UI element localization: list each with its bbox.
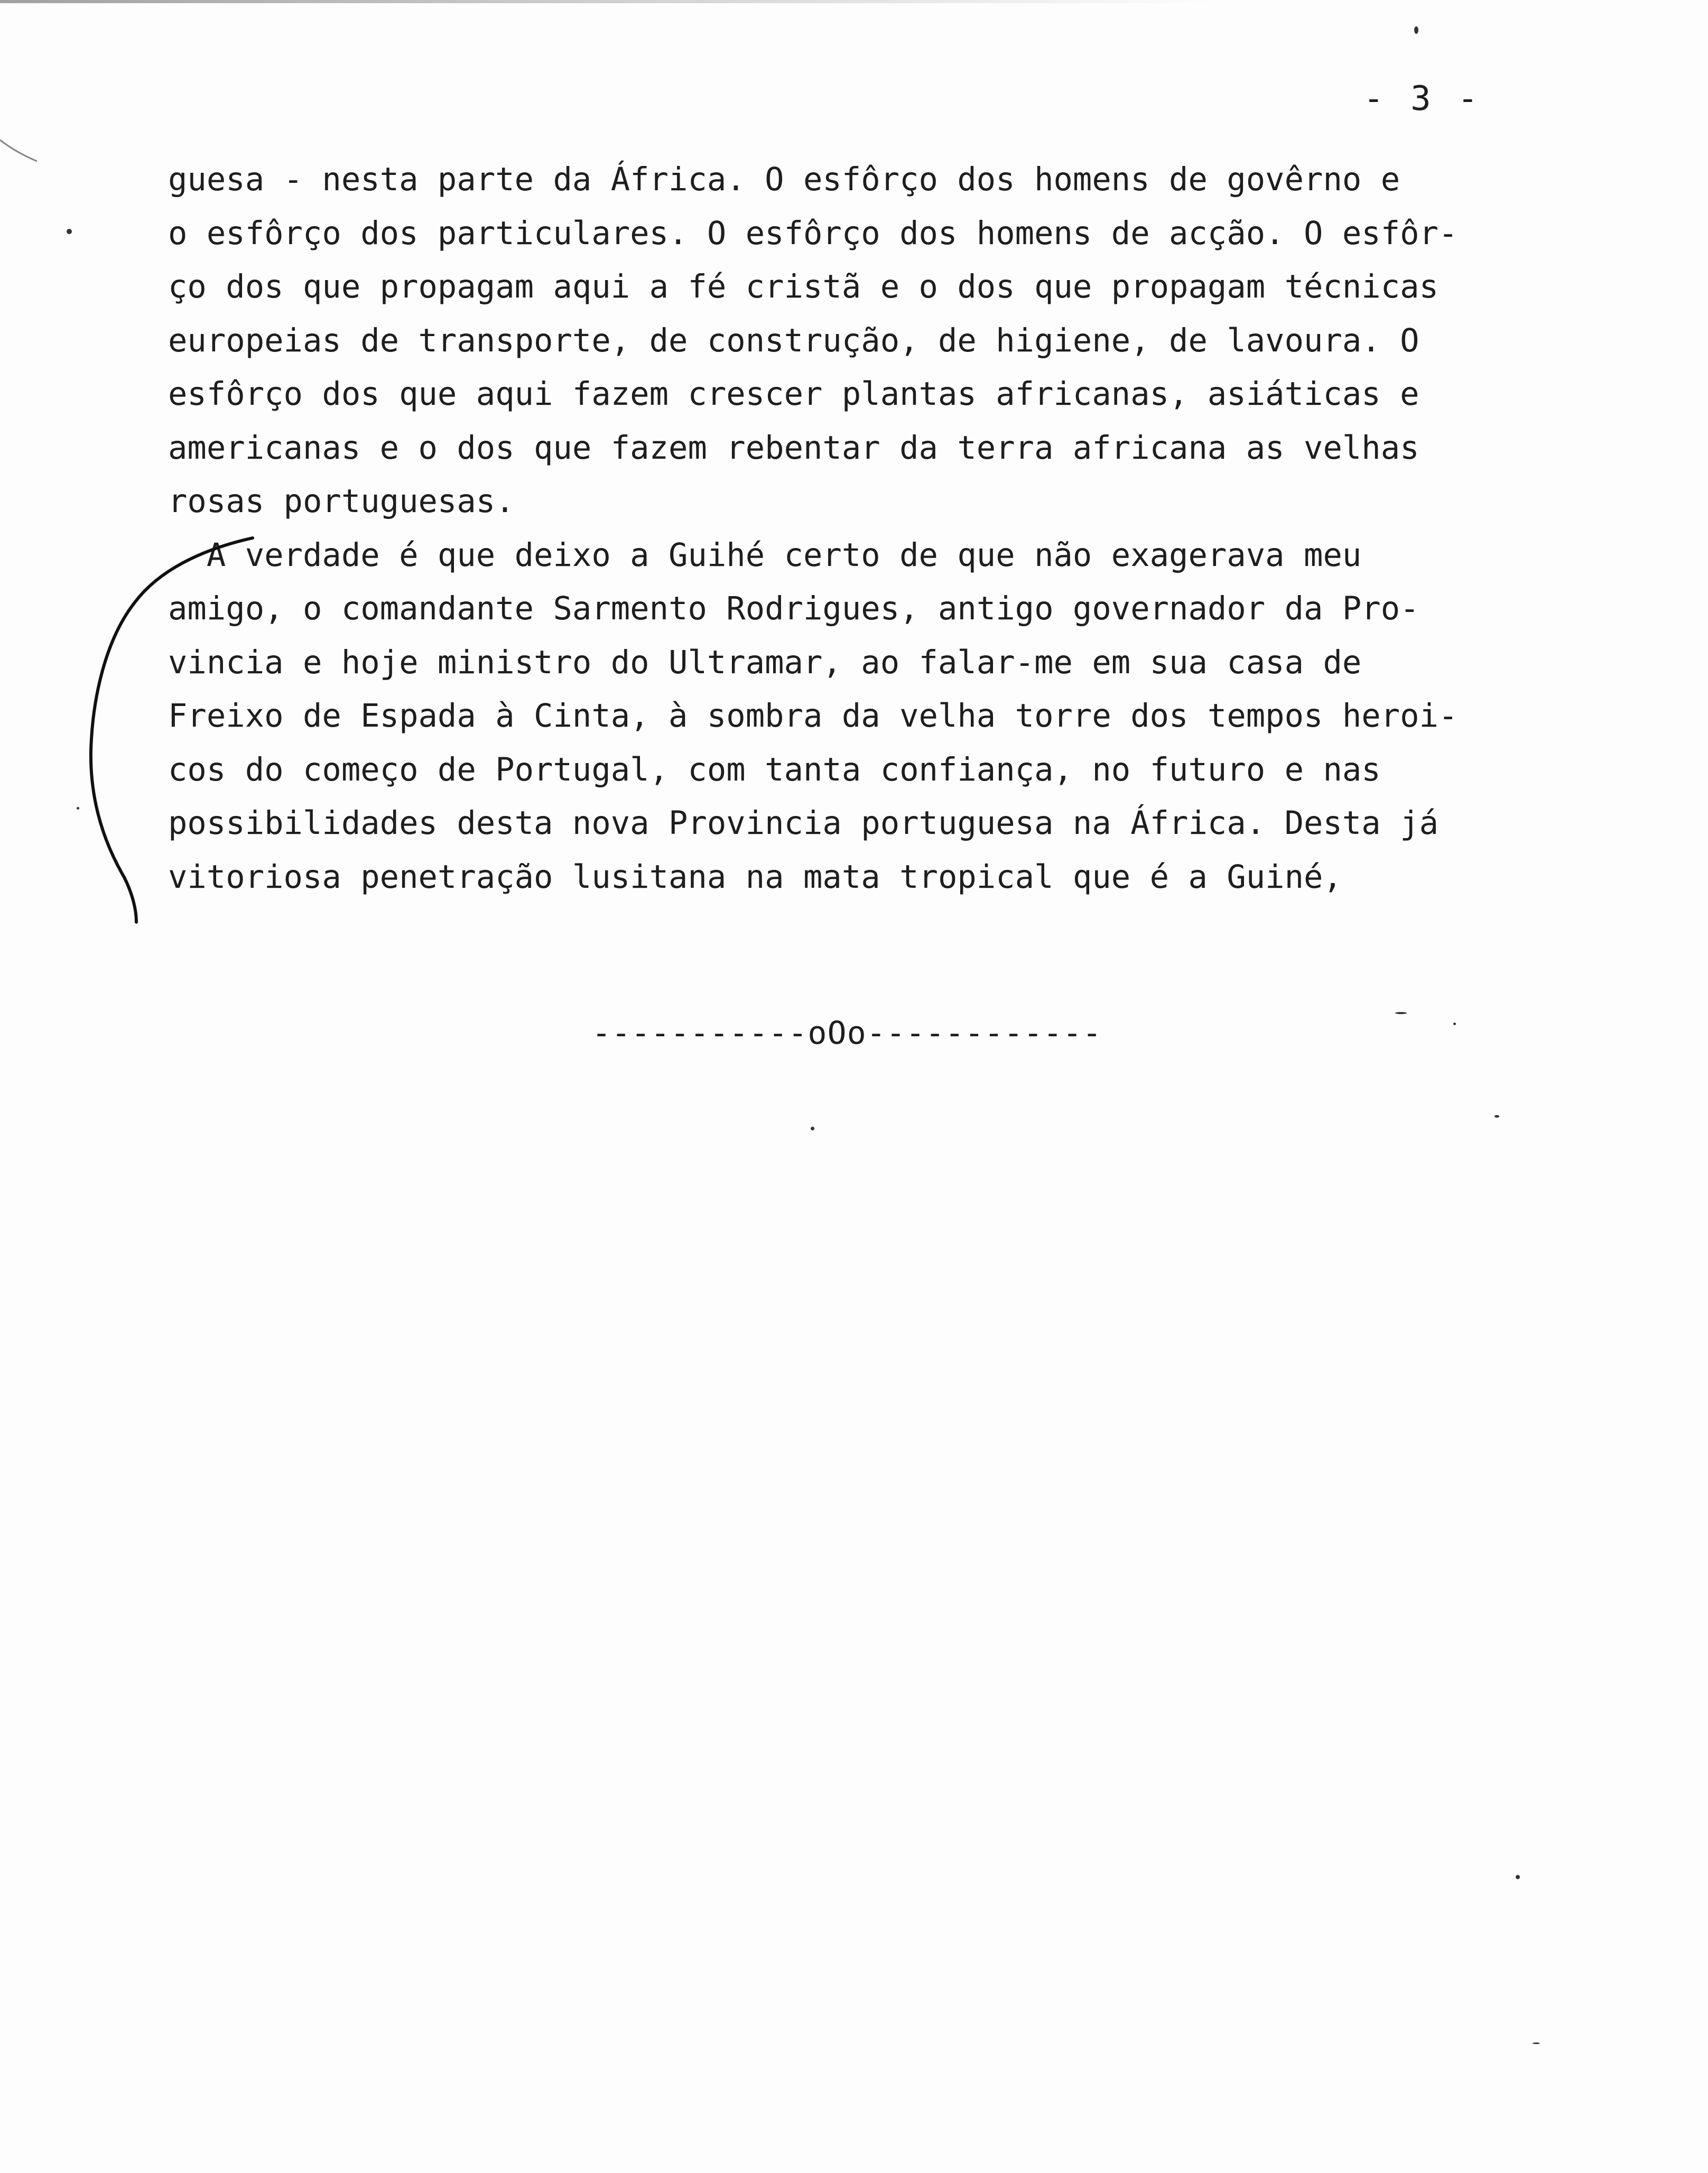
text-line: guesa - nesta parte da África. O esfôrço dos homens de govêrno e (168, 161, 1400, 198)
text-line: americanas e o dos que fazem rebentar da terra africana as velhas (168, 429, 1419, 467)
paper-speck (77, 807, 79, 810)
paper-speck (1414, 26, 1418, 34)
paper-speck (1395, 1012, 1407, 1014)
text-line: Freixo de Espada à Cinta, à sombra da velha torre dos tempos heroi- (168, 698, 1458, 735)
section-separator: -----------oOo------------ (592, 1015, 1102, 1052)
paper-speck (1453, 1023, 1456, 1025)
text-line: europeias de transporte, de construção, de higiene, de lavoura. O (168, 322, 1419, 359)
paper-speck (1533, 2042, 1540, 2044)
text-line: ço dos que propagam aqui a fé cristã e o dos que propagam técnicas (168, 268, 1438, 305)
text-line: vincia e hoje ministro do Ultramar, ao falar-me em sua casa de (168, 644, 1362, 681)
body-text (168, 153, 1627, 904)
text-line: A verdade é que deixo a Guihé certo de que não exagerava meu (168, 536, 1362, 574)
text-line: possibilidades desta nova Provincia portuguesa na África. Desta já (168, 805, 1438, 842)
page-number: - 3 - (1363, 79, 1481, 118)
text-line: esfôrço dos que aqui fazem crescer plantas africanas, asiáticas e (168, 376, 1419, 413)
paper-speck (811, 1127, 814, 1130)
text-line: o esfôrço dos particulares. O esfôrço dos homens de acção. O esfôr- (168, 215, 1458, 252)
text-line: cos do começo de Portugal, com tanta confiança, no futuro e nas (168, 751, 1381, 788)
text-line: vitoriosa penetração lusitana na mata tropical que é a Guiné, (168, 858, 1342, 896)
paper-speck (67, 229, 72, 234)
text-line: rosas portuguesas. (168, 483, 515, 520)
paper-speck (1516, 1875, 1520, 1879)
page-top-edge-shadow (0, 0, 1215, 3)
paper-speck (1494, 1115, 1499, 1118)
text-line: amigo, o comandante Sarmento Rodrigues, antigo governador da Pro- (168, 590, 1419, 627)
